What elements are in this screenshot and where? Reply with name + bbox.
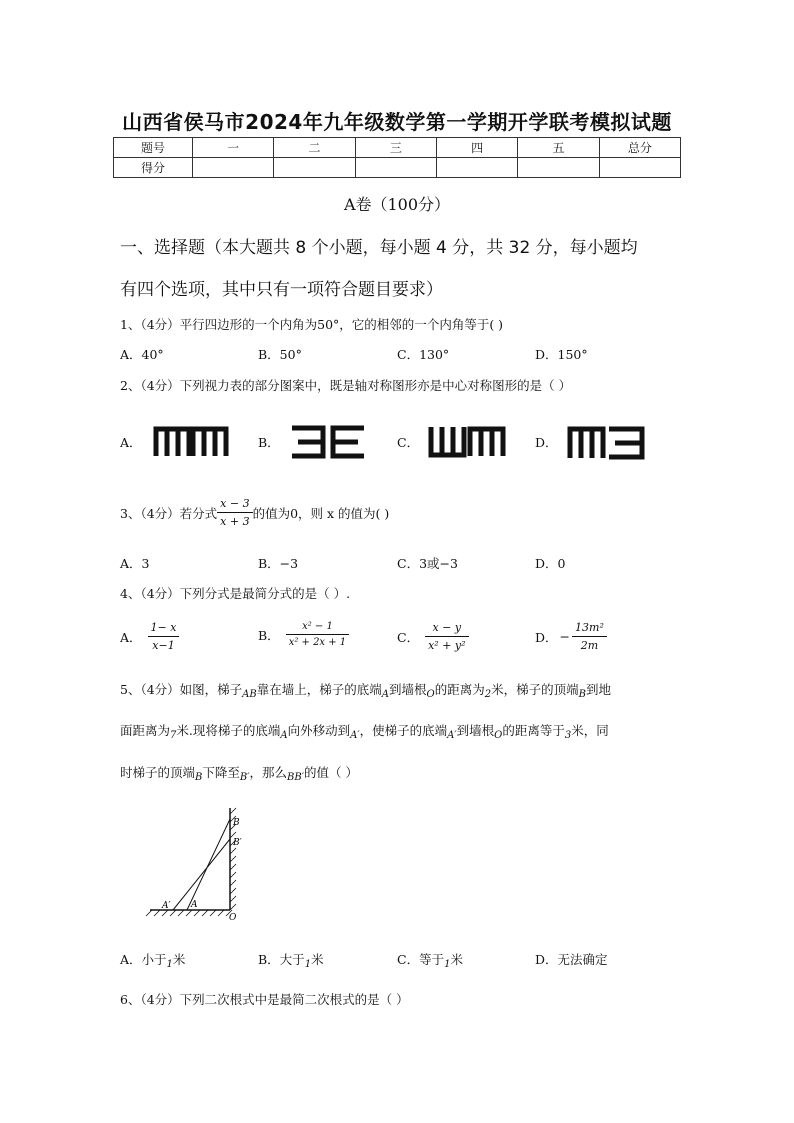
score-table-cell: 四	[436, 138, 517, 158]
label-bp: B′	[233, 838, 242, 848]
ladder-figure	[130, 804, 260, 924]
fraction-denominator: x−1	[152, 639, 175, 652]
math-var: 2	[484, 689, 492, 700]
q3-fraction	[217, 497, 252, 528]
fraction-numerator: x − y	[425, 621, 468, 637]
math-var: AB	[242, 689, 257, 700]
math-var: B	[578, 689, 586, 700]
section-intro-line1: 一、选择题（本大题共 8 个小题，每小题 4 分，共 32 分，每小题均	[120, 238, 638, 258]
q4-d-sign: −	[559, 629, 571, 644]
q3-suffix: 的值为0，则 x 的值为( )	[252, 505, 390, 521]
option-text: A．小于	[120, 952, 167, 967]
math-var: O	[494, 730, 503, 741]
eye-chart-3e-icon[interactable]	[290, 424, 366, 460]
q5-text: 的距离为	[434, 682, 485, 697]
q3-prefix: 3、（4分）若分式	[120, 505, 218, 521]
q5-text: 面距离为	[120, 723, 171, 738]
score-table-cell: 一	[193, 138, 274, 158]
q5-text: 米，梯子的顶端	[491, 682, 579, 697]
score-table-header-row	[114, 138, 681, 158]
question-5-line3	[120, 763, 690, 783]
section-heading-a: A卷（100分）	[343, 195, 451, 214]
score-input-cell[interactable]	[599, 158, 680, 178]
fraction-denominator: x + 3	[220, 515, 250, 528]
ladder-ab	[187, 819, 230, 910]
q5-text: 时梯子的顶端	[120, 765, 196, 780]
question-2-stem: 2、（4分）下列视力表的部分图案中，既是轴对称图形亦是中心对称图形的是（ ）	[120, 378, 572, 393]
q1-option-d[interactable]: D．150°	[535, 347, 588, 362]
label-ap: A′	[162, 901, 171, 911]
q4-option-c-label: C．	[397, 629, 420, 645]
score-table-cell: 三	[355, 138, 436, 158]
eye-chart-wm-icon[interactable]	[428, 425, 508, 459]
q2-option-c-label[interactable]: C．	[397, 435, 420, 450]
q4-d-fraction	[572, 621, 607, 652]
ground-hatch	[146, 910, 232, 916]
label-b: B	[233, 818, 240, 828]
q5-text: 的值（ ）	[304, 765, 358, 780]
q1-option-a[interactable]: A．40°	[120, 347, 164, 362]
q5-text: 下降至	[202, 765, 240, 780]
q5-option-b[interactable]	[258, 950, 324, 970]
score-table-cell: 得分	[114, 158, 193, 178]
option-text: D．无法确定	[535, 952, 608, 967]
fraction-numerator: x² − 1	[286, 621, 350, 635]
fraction-numerator: 1− x	[148, 621, 180, 637]
question-4-stem: 4、（4分）下列分式是最简分式的是（ ）.	[120, 586, 351, 601]
q4-a-fraction	[148, 621, 180, 652]
eye-chart-mm-icon[interactable]	[153, 425, 229, 459]
section-intro-line2: 有四个选项，其中只有一项符合题目要求）	[120, 280, 443, 300]
label-a: A	[191, 900, 198, 910]
fraction-numerator: 13m²	[572, 621, 607, 637]
math-var: 1	[444, 959, 451, 970]
score-table-score-row	[114, 158, 681, 178]
fraction-numerator: x − 3	[217, 497, 252, 513]
math-var: O	[426, 689, 435, 700]
q5-text: 的距离等于	[502, 723, 565, 738]
score-input-cell[interactable]	[518, 158, 599, 178]
math-var: B′	[239, 772, 250, 783]
q5-text: 靠在墙上，梯子的底端	[256, 682, 382, 697]
q4-b-fraction	[286, 621, 350, 648]
q5-text: 米.现将梯子的底端	[176, 723, 281, 738]
q5-text: 到地	[585, 682, 611, 697]
q5-text: 到墙根	[456, 723, 495, 738]
q4-option-a[interactable]	[120, 621, 179, 652]
q4-c-fraction	[425, 621, 468, 652]
score-table-cell: 五	[518, 138, 599, 158]
q5-text: 到墙根	[388, 682, 427, 697]
math-var: 3	[564, 730, 572, 741]
q4-option-c[interactable]	[397, 621, 469, 652]
q5-option-c[interactable]	[397, 950, 463, 970]
q3-option-c[interactable]: C．3或−3	[397, 556, 458, 571]
score-input-cell[interactable]	[274, 158, 355, 178]
label-o: O	[229, 913, 237, 923]
q4-option-a-label: A．	[120, 629, 142, 645]
question-5-line2	[120, 721, 690, 741]
score-input-cell[interactable]	[436, 158, 517, 178]
q5-text: ，那么	[249, 765, 288, 780]
score-input-cell[interactable]	[193, 158, 274, 178]
question-1-stem: 1、（4分）平行四边形的一个内角为50°，它的相邻的一个内角等于( )	[120, 317, 504, 332]
option-text: B．大于	[258, 952, 305, 967]
q5-text: 5、（4分）如图，梯子	[120, 682, 243, 697]
q2-option-d-label[interactable]: D．	[535, 435, 558, 450]
q2-option-a-label[interactable]: A．	[120, 435, 142, 450]
option-text: C．等于	[397, 952, 445, 967]
option-unit: 米	[311, 952, 324, 967]
q4-option-b-label: B．	[258, 627, 280, 643]
fraction-denominator: x² + 2x + 1	[288, 637, 347, 648]
q5-text: ，使梯子的底端	[359, 723, 448, 738]
option-unit: 米	[172, 952, 186, 967]
fraction-denominator: x² + y²	[428, 639, 466, 652]
q5-text: 向外移动到	[287, 723, 351, 738]
exam-title: 山西省侯马市2024年九年级数学第一学期开学联考模拟试题	[122, 110, 672, 134]
math-var: 1	[166, 959, 173, 970]
score-table	[113, 137, 681, 178]
math-var: A	[381, 689, 389, 700]
q3-option-a[interactable]: A．3	[120, 556, 150, 571]
math-var: A′	[350, 730, 360, 741]
math-var: A	[280, 730, 288, 741]
q4-option-b[interactable]	[258, 621, 349, 648]
q4-option-d[interactable]	[535, 621, 607, 652]
q3-option-d[interactable]: D．0	[535, 556, 566, 571]
math-var: A′	[447, 730, 457, 741]
question-3-stem	[120, 497, 690, 528]
score-table-cell: 总分	[599, 138, 680, 158]
math-var: 1	[304, 959, 312, 970]
q5-option-d[interactable]	[535, 950, 608, 968]
math-var: B	[195, 772, 203, 783]
q2-option-b-label[interactable]: B．	[258, 435, 280, 450]
score-table-cell: 题号	[114, 138, 193, 158]
q1-option-c[interactable]: C．130°	[397, 347, 450, 362]
question-6-stem: 6、（4分）下列二次根式中是最简二次根式的是（ ）	[120, 992, 409, 1007]
q1-option-b[interactable]: B．50°	[258, 347, 302, 362]
math-var: BB′	[287, 772, 304, 783]
score-table-cell: 二	[274, 138, 355, 158]
question-5-line1	[120, 680, 690, 700]
fraction-denominator: 2m	[580, 639, 599, 652]
score-input-cell[interactable]	[355, 158, 436, 178]
q4-option-d-label: D．	[535, 629, 558, 645]
math-var: 7	[170, 730, 177, 741]
q5-text: 米，同	[571, 723, 609, 738]
option-unit: 米	[450, 952, 463, 967]
q3-option-b[interactable]: B．−3	[258, 556, 299, 571]
eye-chart-m3-icon[interactable]	[567, 425, 647, 461]
q5-option-a[interactable]	[120, 950, 185, 970]
ladder-apbp	[173, 839, 230, 910]
